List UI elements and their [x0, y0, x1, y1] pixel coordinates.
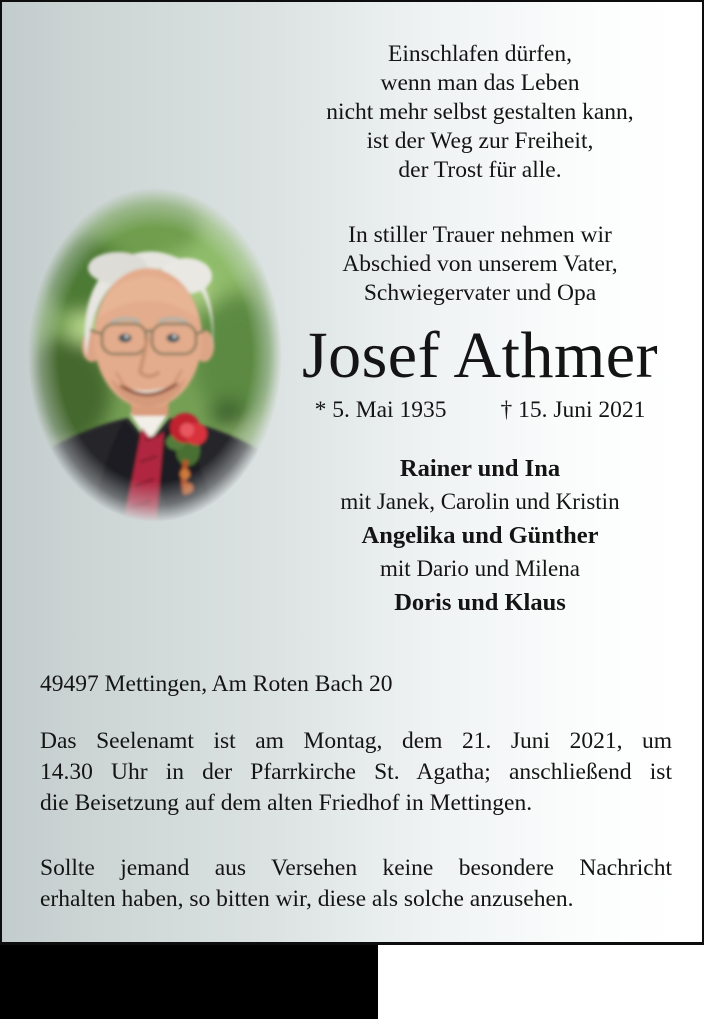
mourners-list	[260, 452, 700, 619]
notice-line: Sollte jemand aus Versehen keine besondere Nachricht	[40, 855, 672, 881]
verse-line: Einschlafen dürfen,	[387, 41, 572, 67]
address-line: 49497 Mettingen, Am Roten Bach 20	[40, 671, 393, 697]
verse-line: der Trost für alle.	[398, 157, 562, 183]
service-line: Das Seelenamt ist am Montag, dem 21. Juni 2021, um	[40, 728, 672, 754]
mourner-name: Angelika und Günther	[361, 522, 599, 549]
portrait-photo	[28, 188, 282, 522]
service-paragraph	[40, 726, 672, 819]
intro-line: Schwiegervater und Opa	[363, 280, 597, 306]
center-column	[260, 2, 700, 619]
mourning-intro	[260, 221, 700, 308]
portrait-photo-svg	[28, 188, 282, 522]
deceased-name: Josef Athmer	[301, 319, 659, 392]
notice-paragraph	[40, 853, 672, 915]
mourner-name: Rainer und Ina	[399, 455, 561, 482]
intro-line: In stiller Trauer nehmen wir	[348, 222, 612, 248]
service-line: die Beisetzung auf dem alten Friedhof in Mettingen.	[40, 790, 533, 816]
mourner-name: Doris und Klaus	[394, 589, 566, 616]
verse-line: wenn man das Leben	[380, 70, 580, 96]
service-line: 14.30 Uhr in der Pfarrkirche St. Agatha; anschließend ist	[40, 759, 672, 785]
life-dates	[260, 396, 700, 424]
bottom-black-bar	[0, 945, 378, 1019]
mourner-with: mit Dario und Milena	[380, 556, 580, 581]
notice-line: erhalten haben, so bitten wir, diese als solche anzusehen.	[40, 886, 574, 912]
mourner-with: mit Janek, Carolin und Kristin	[340, 489, 620, 514]
death-date: † 15. Juni 2021	[500, 397, 646, 423]
opening-verse	[260, 40, 700, 185]
intro-line: Abschied von unserem Vater,	[342, 251, 618, 277]
birth-date: * 5. Mai 1935	[314, 397, 447, 423]
verse-line: nicht mehr selbst gestalten kann,	[326, 99, 634, 125]
verse-line: ist der Weg zur Freiheit,	[366, 128, 594, 154]
